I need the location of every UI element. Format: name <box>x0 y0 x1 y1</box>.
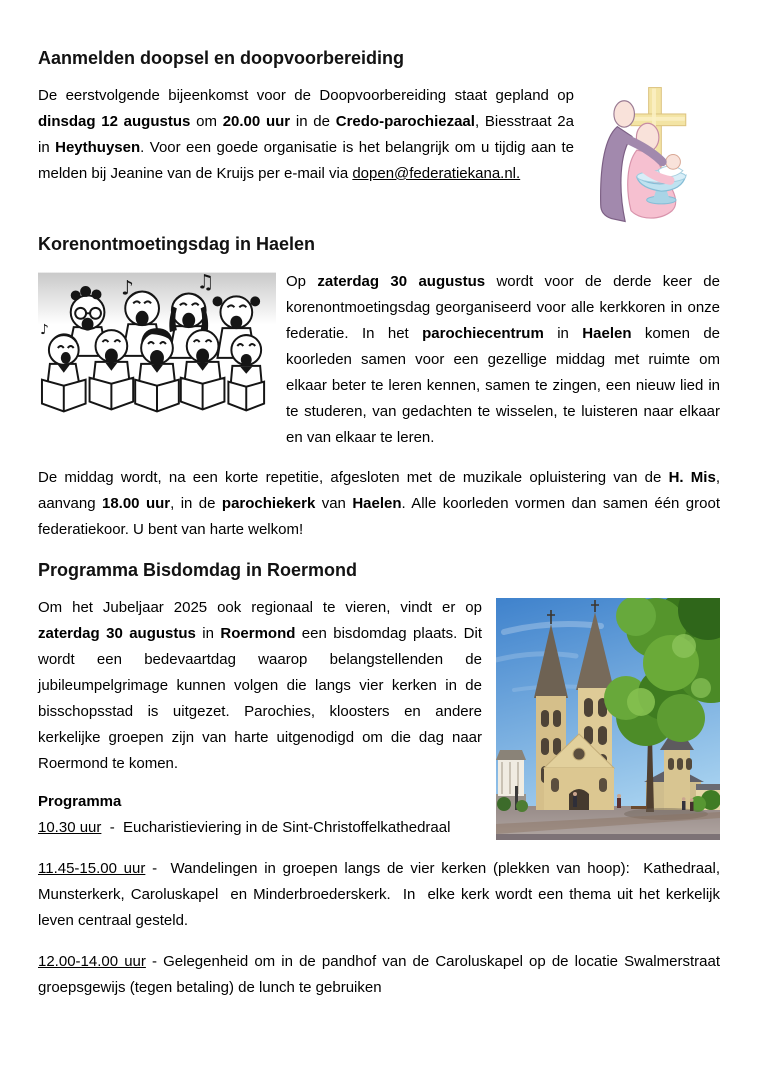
text-segment: De middag wordt, na een korte repetitie, afgesloten met de muzikale opluistering van de <box>38 469 669 486</box>
text-segment: 18.00 uur <box>101 495 171 512</box>
text-segment: , Biesstraat 2a in <box>38 113 574 156</box>
text-segment: Credo-parochiezaal <box>335 113 475 130</box>
text-segment: Op <box>286 273 318 290</box>
text-segment: 11.45-15.00 uur <box>38 860 146 877</box>
text-segment: , in de <box>170 495 222 512</box>
email-link[interactable]: dopen@federatiekana.nl. <box>352 165 521 182</box>
text-segment: Haelen <box>582 325 632 342</box>
text-segment: - Gelegenheid om in de pandhof van de Caroluskapel op de locatie Swalmerstraat groepsgewijs (tegen betaling) de lunch te gebruiken <box>38 953 720 996</box>
paragraph-choir-2 <box>38 465 720 543</box>
baptism-clipart <box>588 86 720 226</box>
text-segment: parochiekerk <box>221 495 316 512</box>
text-segment: Heythuysen <box>55 139 141 156</box>
bisdomdag-flow <box>38 595 720 1001</box>
section-choir <box>38 201 720 543</box>
text-segment: - Eucharistieviering in de Sint-Christoffelkathedraal <box>101 819 451 836</box>
text-segment: H. Mis <box>668 469 716 486</box>
svg-text:♪: ♪ <box>121 276 134 300</box>
heading-baptism: Aanmelden doopsel en doopvoorbereiding <box>38 48 405 68</box>
text-segment: Roermond <box>220 625 296 642</box>
text-segment: van <box>315 495 353 512</box>
choir-children-clipart <box>38 272 276 422</box>
text-segment: parochiecentrum <box>422 325 544 342</box>
text-segment: 20.00 uur <box>222 113 291 130</box>
heading-bisdomdag: Programma Bisdomdag in Roermond <box>38 560 358 580</box>
text-segment: komen de koorleden samen voor een gezellige middag met ruimte om elkaar beter te leren kennen, samen te zingen, een nieuw lied in te studeren, van gedachten te wisselen, te luisteren naar elkaar en van elkaar te leren. <box>286 325 721 446</box>
section-baptism <box>38 46 720 187</box>
program-label: Programma <box>38 793 122 810</box>
text-segment: een bisdomdag plaats. Dit wordt een bedevaartdag waarop belangstellenden de jubileumpelgrimage kunnen volgen die langs vier kerken in de bisschopsstad is uitgezet. Parochies, kloosters en andere kerkelijke groepen zijn van harte uitgenodigd om die dag naar Roermond te komen. <box>38 625 482 772</box>
baptism-flow <box>38 83 720 187</box>
text-segment: in de <box>290 113 336 130</box>
text-segment: in <box>195 625 221 642</box>
section-bisdomdag <box>38 558 720 1001</box>
text-segment: 12.00-14.00 uur <box>38 953 146 970</box>
text-segment: Om het Jubeljaar 2025 ook regionaal te vieren, vindt er op <box>38 599 482 616</box>
schedule-item-2 <box>38 856 720 934</box>
text-segment: De eerstvolgende bijeenkomst voor de Doopvoorbereiding staat gepland op <box>38 87 574 104</box>
text-segment: zaterdag 30 augustus <box>38 625 196 642</box>
svg-text:♫: ♫ <box>196 272 215 294</box>
text-segment: zaterdag 30 augustus <box>317 273 486 290</box>
text-segment: . Alle koorleden vormen dan samen één groot federatiekoor. U bent van harte welkom! <box>38 495 720 538</box>
text-segment: dinsdag 12 augustus <box>38 113 191 130</box>
heading-choir: Korenontmoetingsdag in Haelen <box>38 234 316 254</box>
text-segment: , aanvang <box>38 469 720 512</box>
text-segment: om <box>190 113 223 130</box>
text-segment: . Voor een goede organisatie is het belangrijk om u tijdig aan te melden bij Jeanine van de Kruijs per e-mail via <box>38 139 575 182</box>
schedule-item-3 <box>38 949 720 1001</box>
text-segment: 10.30 uur <box>38 819 102 836</box>
text-segment: in <box>543 325 583 342</box>
text-segment: - Wandelingen in groepen langs de vier kerken (plekken van hoop): Kathedraal, Munsterkerk, Caroluskapel en Minderbroederskerk. In elke kerk wordt een thema uit het kerkelijk leven centraal gesteld. <box>38 860 720 929</box>
choir-flow <box>38 269 720 451</box>
text-segment: Haelen <box>352 495 402 512</box>
munsterkerk-photo <box>496 598 720 840</box>
text-segment: wordt voor de derde keer de korenontmoetingsdag georganiseerd voor alle kerkkoren in onze federatie. In het <box>286 273 720 342</box>
svg-text:♪: ♪ <box>39 322 49 339</box>
